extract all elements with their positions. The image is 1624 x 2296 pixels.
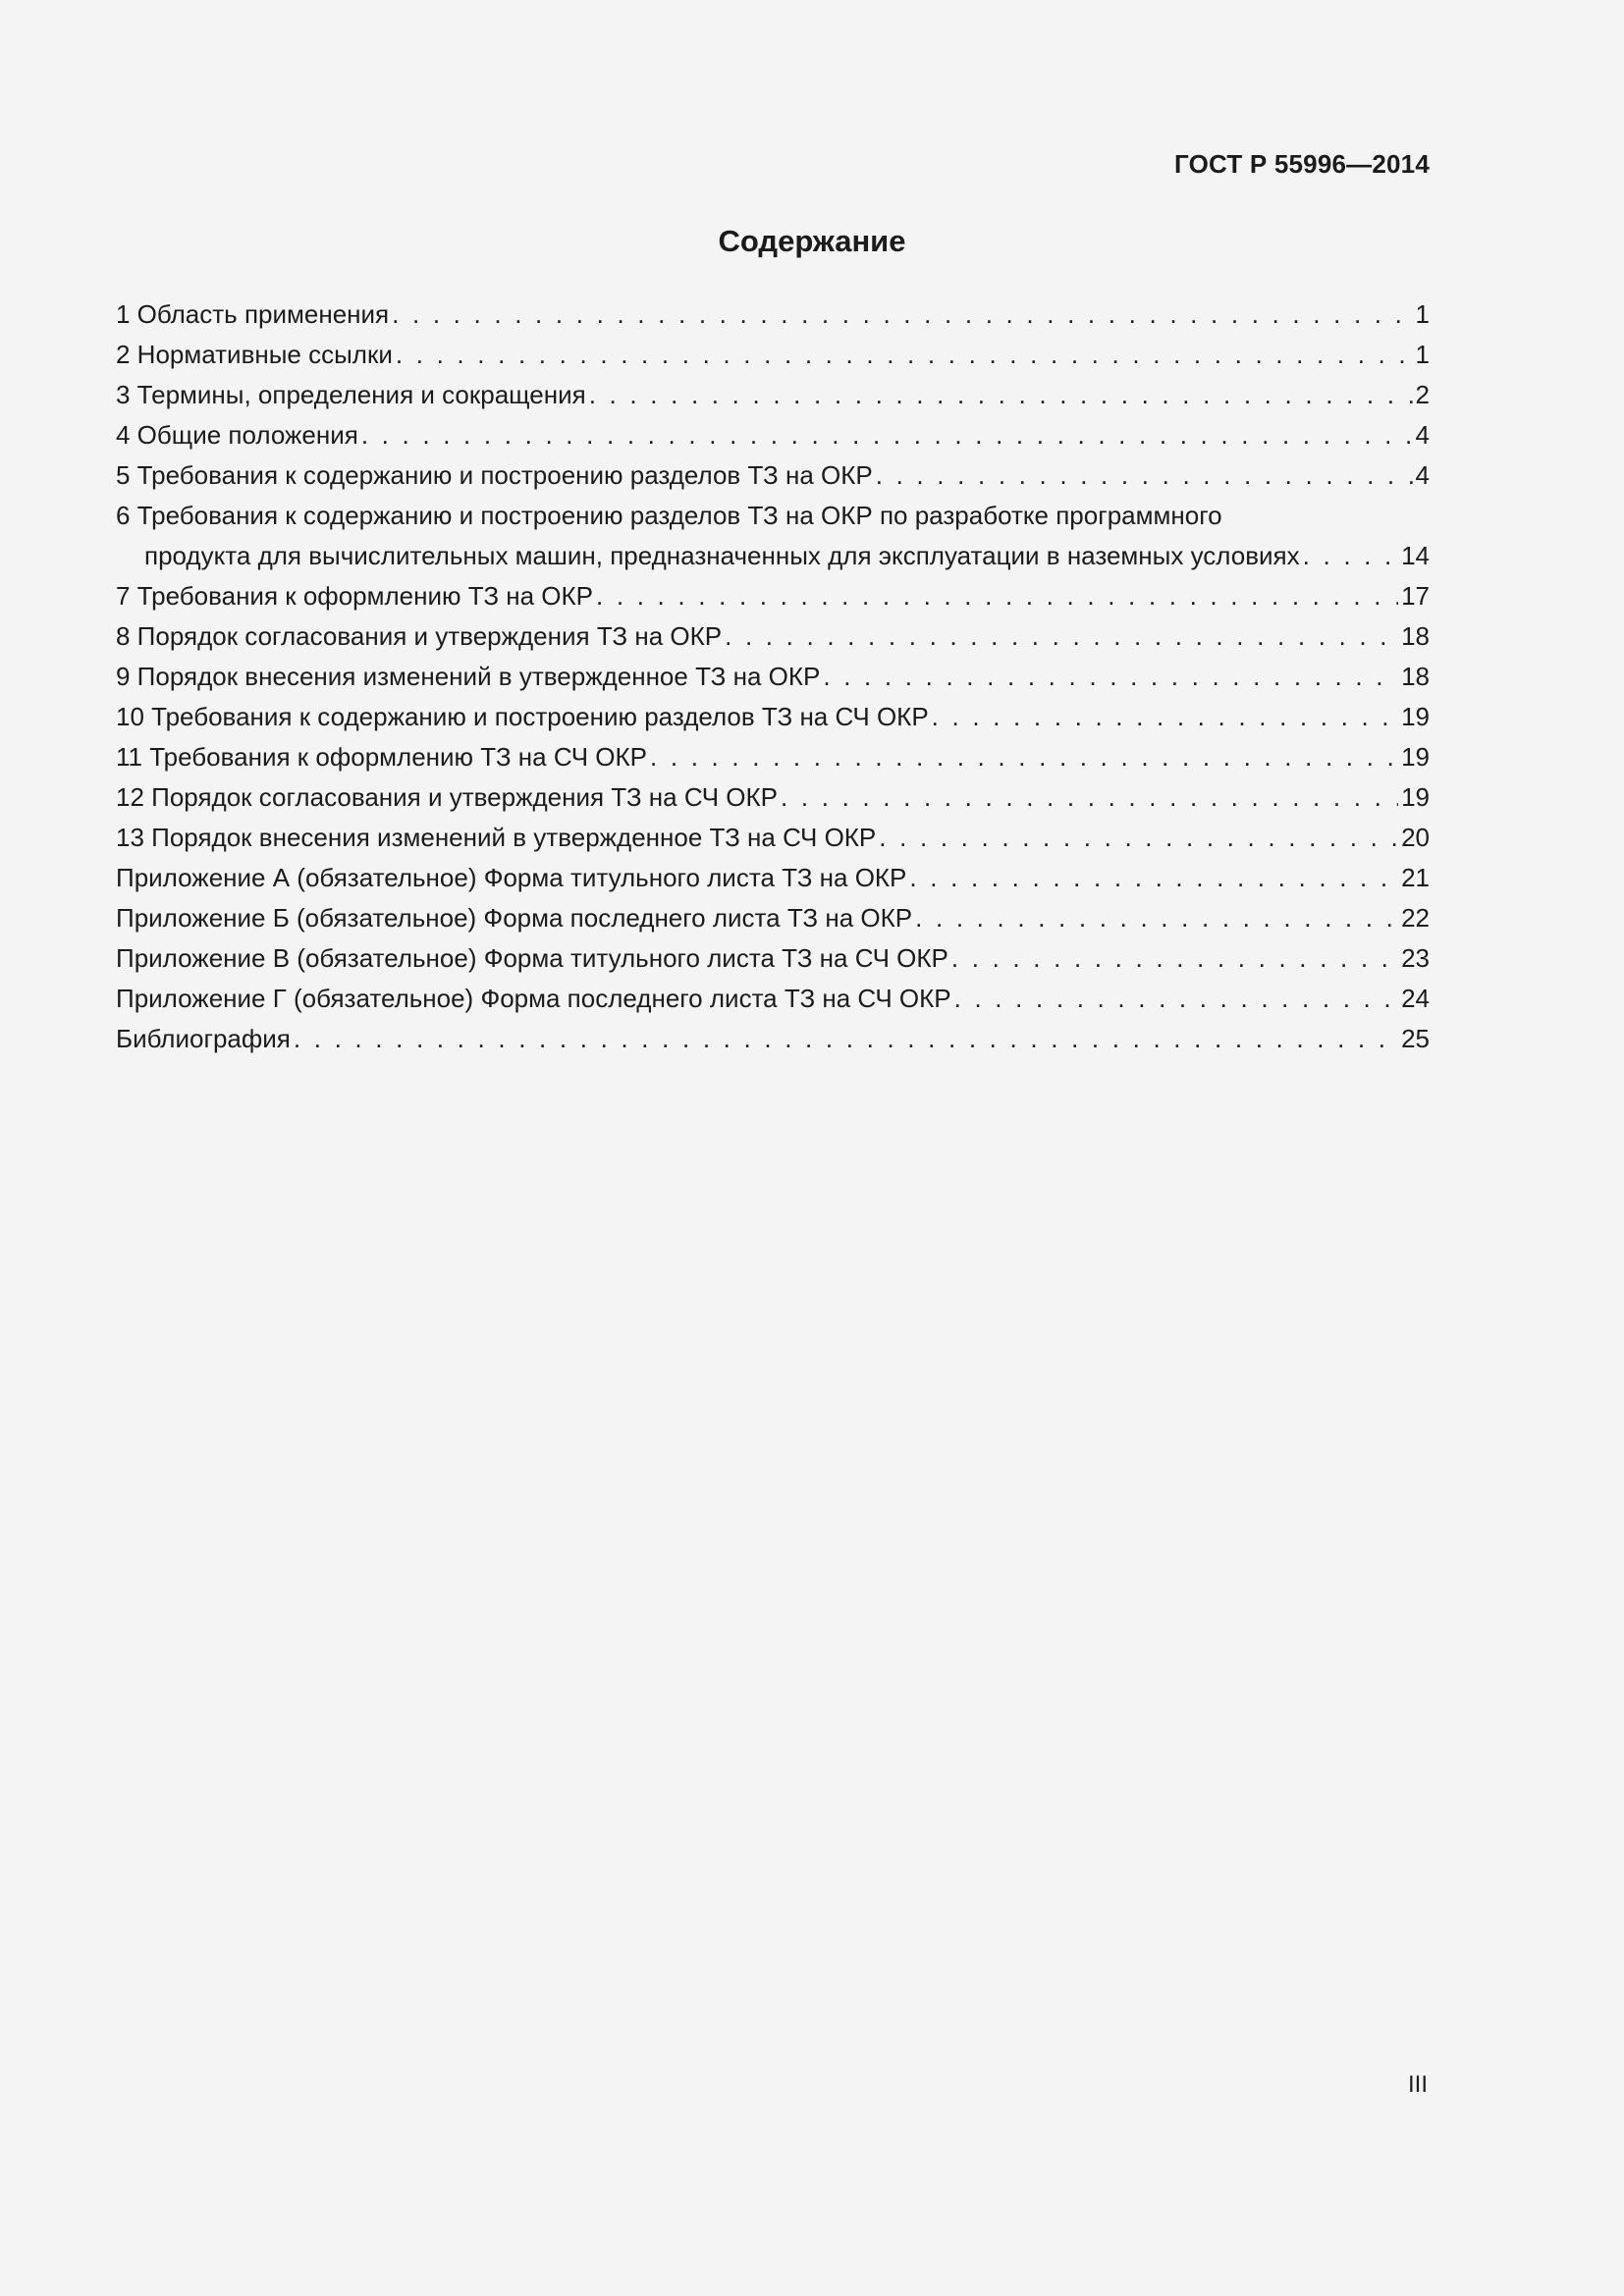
toc-entry[interactable] xyxy=(116,858,1430,898)
toc-entry-title: 7 Требования к оформлению ТЗ на ОКР xyxy=(116,581,594,611)
toc-entry[interactable] xyxy=(116,496,1430,576)
toc-entry-title-cont: продукта для вычислительных машин, предназначенных для эксплуатации в наземных условиях xyxy=(144,541,1300,570)
toc-entry-title: Приложение В (обязательное) Форма титульного листа ТЗ на СЧ ОКР xyxy=(116,943,948,973)
toc-entry[interactable] xyxy=(116,777,1430,818)
dot-leader xyxy=(823,657,1398,697)
dot-leader xyxy=(361,415,1413,455)
toc-entry[interactable] xyxy=(116,415,1430,455)
toc-entry-page: 2 xyxy=(1415,380,1430,409)
dot-leader xyxy=(392,294,1412,335)
dot-leader xyxy=(781,777,1398,818)
toc-entry[interactable] xyxy=(116,375,1430,415)
dot-leader xyxy=(915,898,1398,938)
toc-entry-page: 18 xyxy=(1401,662,1430,691)
toc-entry-page: 23 xyxy=(1401,943,1430,973)
toc-entry-title: 2 Нормативные ссылки xyxy=(116,340,393,369)
toc-entry-page: 19 xyxy=(1401,742,1430,772)
toc-entry-page: 4 xyxy=(1415,420,1430,450)
toc-entry-page: 24 xyxy=(1401,984,1430,1013)
dot-leader xyxy=(951,938,1398,979)
toc-entry-title: 3 Термины, определения и сокращения xyxy=(116,380,586,409)
toc-entry[interactable] xyxy=(116,697,1430,737)
toc-entry[interactable] xyxy=(116,576,1430,616)
dot-leader xyxy=(650,737,1398,777)
toc-entry-page: 1 xyxy=(1415,340,1430,369)
toc-entry-title: 13 Порядок внесения изменений в утвержденное ТЗ на СЧ ОКР xyxy=(116,823,877,852)
dot-leader xyxy=(396,335,1413,375)
toc-entry-title: 10 Требования к содержанию и построению разделов ТЗ на СЧ ОКР xyxy=(116,702,929,731)
toc-title: Содержание xyxy=(718,224,906,258)
toc-entry-title: 8 Порядок согласования и утверждения ТЗ на ОКР xyxy=(116,621,723,651)
toc-entry[interactable] xyxy=(116,616,1430,657)
toc-entry[interactable] xyxy=(116,938,1430,979)
toc-entry[interactable] xyxy=(116,898,1430,938)
dot-leader xyxy=(294,1019,1398,1059)
dot-leader xyxy=(589,375,1413,415)
toc-entry-page: 18 xyxy=(1401,621,1430,651)
toc-entry[interactable] xyxy=(116,455,1430,496)
toc-entry-page: 17 xyxy=(1401,581,1430,611)
toc-entry-page: 1 xyxy=(1415,299,1430,329)
toc-entry-title: 1 Область применения xyxy=(116,299,390,329)
toc-entry-title: Приложение Б (обязательное) Форма последнего листа ТЗ на ОКР xyxy=(116,903,913,933)
toc-entry-title: 4 Общие положения xyxy=(116,420,358,450)
toc-entry-title: 9 Порядок внесения изменений в утвержденное ТЗ на ОКР xyxy=(116,662,821,691)
table-of-contents xyxy=(116,294,1430,1059)
toc-entry-page: 19 xyxy=(1401,702,1430,731)
toc-entry-page: 19 xyxy=(1401,782,1430,812)
page-number: III xyxy=(1407,2071,1428,2098)
toc-entry-continuation xyxy=(116,536,1430,576)
toc-entry-title: 6 Требования к содержанию и построению разделов ТЗ на ОКР по разработке программного xyxy=(116,501,1222,530)
toc-entry-title: 5 Требования к содержанию и построению разделов ТЗ на ОКР xyxy=(116,460,873,490)
toc-entry-title: 11 Требования к оформлению ТЗ на СЧ ОКР xyxy=(116,742,647,772)
dot-leader xyxy=(909,858,1398,898)
toc-entry-page: 14 xyxy=(1401,541,1430,570)
toc-entry[interactable] xyxy=(116,294,1430,335)
toc-entry-title: Приложение А (обязательное) Форма титульного листа ТЗ на ОКР xyxy=(116,863,907,892)
dot-leader xyxy=(1303,536,1398,576)
dot-leader xyxy=(596,576,1398,616)
standard-designation: ГОСТ Р 55996—2014 xyxy=(1174,149,1430,179)
toc-entry-page: 25 xyxy=(1401,1024,1430,1053)
dot-leader xyxy=(954,979,1398,1019)
toc-entry[interactable] xyxy=(116,335,1430,375)
dot-leader xyxy=(932,697,1398,737)
dot-leader xyxy=(876,455,1413,496)
toc-entry-title: 12 Порядок согласования и утверждения ТЗ на СЧ ОКР xyxy=(116,782,779,812)
toc-entry[interactable] xyxy=(116,737,1430,777)
toc-entry[interactable] xyxy=(116,979,1430,1019)
toc-entry[interactable] xyxy=(116,1019,1430,1059)
toc-entry-page: 20 xyxy=(1401,823,1430,852)
toc-entry-page: 22 xyxy=(1401,903,1430,933)
dot-leader xyxy=(725,616,1398,657)
toc-entry-title: Приложение Г (обязательное) Форма последнего листа ТЗ на СЧ ОКР xyxy=(116,984,951,1013)
toc-entry[interactable] xyxy=(116,818,1430,858)
toc-entry[interactable] xyxy=(116,657,1430,697)
toc-entry-page: 4 xyxy=(1415,460,1430,490)
toc-entry-title: Библиография xyxy=(116,1024,291,1053)
dot-leader xyxy=(879,818,1398,858)
toc-entry-page: 21 xyxy=(1401,863,1430,892)
